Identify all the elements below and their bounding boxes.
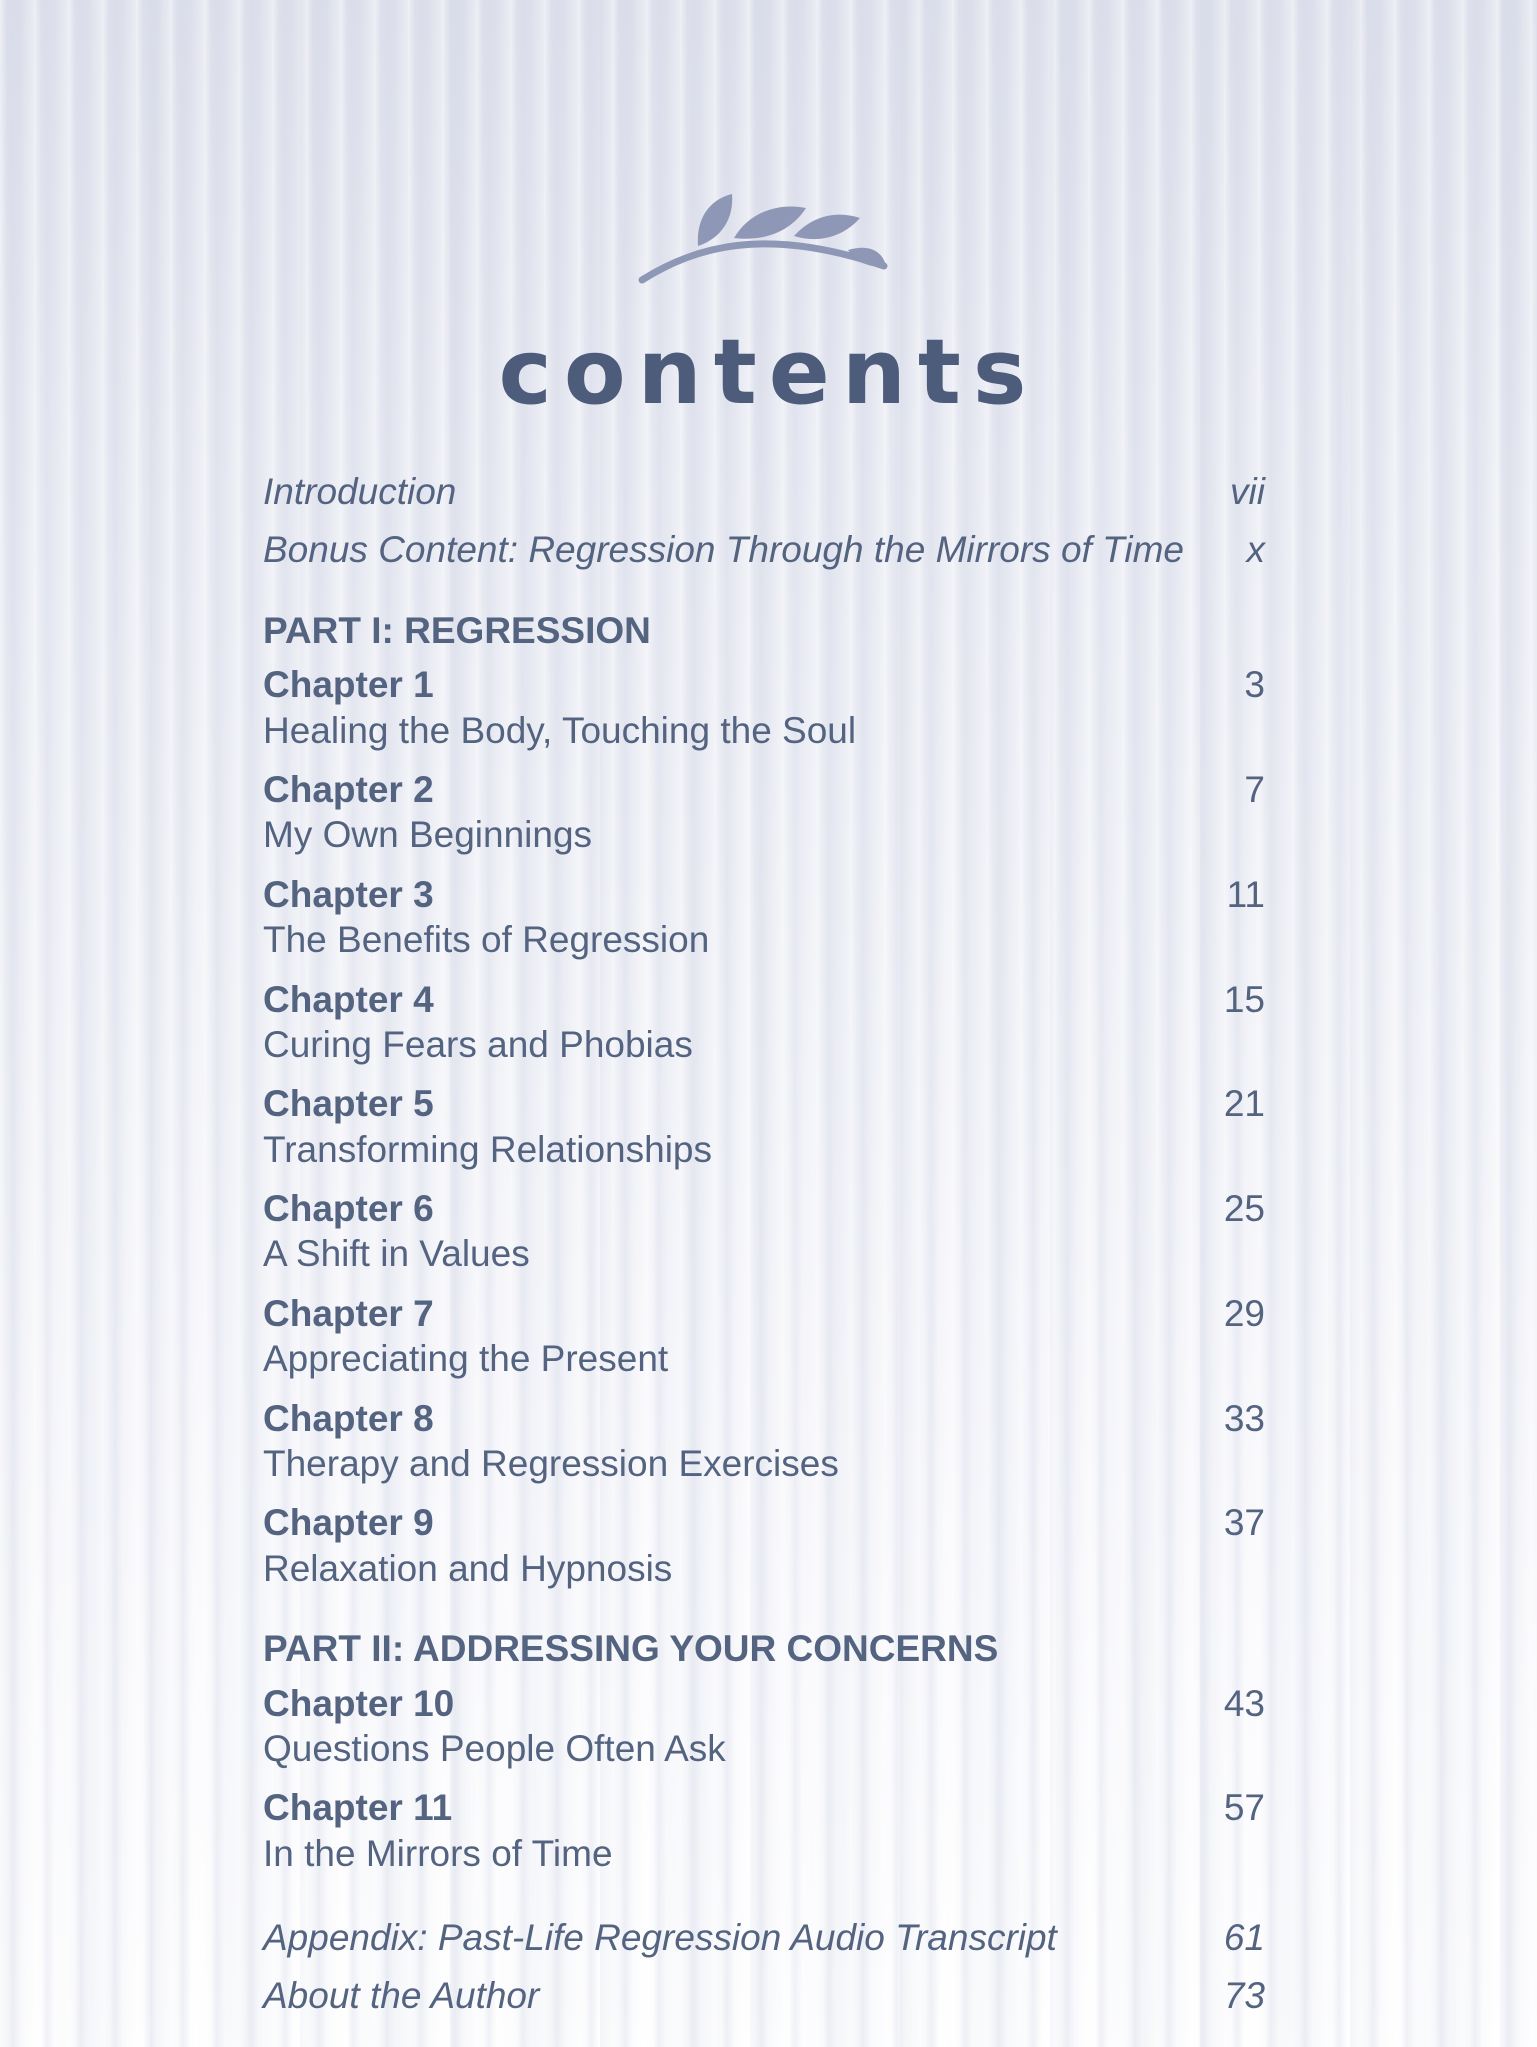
- toc-entry-chapter-9[interactable]: [263, 1501, 1265, 1591]
- toc-entry-about-the-author[interactable]: [263, 1974, 1265, 2018]
- chapter-page-number: 11: [1226, 873, 1265, 915]
- toc-entry-chapter-8[interactable]: [263, 1397, 1265, 1487]
- toc-entry-appendix[interactable]: [263, 1916, 1265, 1960]
- chapter-label: Chapter 9: [263, 1502, 434, 1544]
- chapter-title: In the Mirrors of Time: [263, 1832, 613, 1874]
- entry-label: Bonus Content: Regression Through the Mirrors of Time: [263, 529, 1184, 571]
- toc-entry-chapter-11[interactable]: [263, 1786, 1265, 1876]
- leaf-sprig-icon: [636, 188, 892, 288]
- toc-entry-introduction[interactable]: [263, 470, 1265, 514]
- chapter-page-number: 3: [1244, 664, 1265, 706]
- chapter-page-number: 7: [1244, 768, 1265, 810]
- table-of-contents: [263, 470, 1265, 2031]
- chapter-page-number: 29: [1223, 1292, 1265, 1334]
- toc-entry-chapter-2[interactable]: [263, 768, 1265, 858]
- chapter-label: Chapter 4: [263, 978, 434, 1020]
- part-heading: PART II: ADDRESSING YOUR CONCERNS: [263, 1628, 999, 1670]
- chapter-label: Chapter 2: [263, 768, 434, 810]
- entry-label: Appendix: Past-Life Regression Audio Transcript: [263, 1917, 1057, 1959]
- toc-entry-chapter-3[interactable]: [263, 873, 1265, 963]
- chapter-title: Curing Fears and Phobias: [263, 1023, 693, 1065]
- chapter-title: My Own Beginnings: [263, 814, 593, 856]
- chapter-label: Chapter 3: [263, 873, 434, 915]
- entry-page-number: 61: [1223, 1917, 1265, 1959]
- chapter-page-number: 15: [1223, 978, 1265, 1020]
- chapter-page-number: 33: [1223, 1397, 1265, 1439]
- front-matter: [263, 470, 1265, 573]
- part-one: [263, 609, 1265, 1591]
- chapter-title: Questions People Often Ask: [263, 1727, 726, 1769]
- entry-page-number: x: [1246, 529, 1265, 571]
- chapter-title: Transforming Relationships: [263, 1128, 712, 1170]
- chapter-page-number: 37: [1223, 1502, 1265, 1544]
- chapter-label: Chapter 6: [263, 1188, 434, 1230]
- toc-entry-chapter-6[interactable]: [263, 1187, 1265, 1277]
- toc-entry-chapter-4[interactable]: [263, 978, 1265, 1068]
- chapter-title: A Shift in Values: [263, 1233, 530, 1275]
- chapter-label: Chapter 5: [263, 1083, 434, 1125]
- toc-entry-chapter-7[interactable]: [263, 1292, 1265, 1382]
- page-title: contents: [498, 320, 1039, 425]
- toc-entry-chapter-1[interactable]: [263, 663, 1265, 753]
- chapter-page-number: 25: [1223, 1188, 1265, 1230]
- toc-entry-chapter-10[interactable]: [263, 1682, 1265, 1772]
- chapter-label: Chapter 1: [263, 664, 434, 706]
- entry-page-number: 73: [1223, 1974, 1265, 2016]
- chapter-title: Appreciating the Present: [263, 1338, 669, 1380]
- chapter-label: Chapter 7: [263, 1292, 434, 1334]
- toc-entry-chapter-5[interactable]: [263, 1082, 1265, 1172]
- toc-entry-bonus-content[interactable]: [263, 528, 1265, 572]
- chapter-page-number: 21: [1223, 1083, 1265, 1125]
- part-heading: PART I: REGRESSION: [263, 609, 651, 651]
- part-two: [263, 1627, 1265, 1876]
- chapter-title: Therapy and Regression Exercises: [263, 1443, 839, 1485]
- chapter-label: Chapter 8: [263, 1397, 434, 1439]
- back-matter: [263, 1916, 1265, 2018]
- chapter-title: Healing the Body, Touching the Soul: [263, 709, 857, 751]
- chapter-page-number: 57: [1223, 1787, 1265, 1829]
- chapter-label: Chapter 10: [263, 1682, 455, 1724]
- entry-page-number: vii: [1230, 471, 1265, 512]
- chapter-label: Chapter 11: [263, 1787, 453, 1829]
- entry-label: Introduction: [263, 471, 457, 512]
- chapter-title: Relaxation and Hypnosis: [263, 1547, 673, 1589]
- chapter-title: The Benefits of Regression: [263, 919, 710, 961]
- entry-label: About the Author: [263, 1974, 540, 2016]
- chapter-page-number: 43: [1223, 1682, 1265, 1724]
